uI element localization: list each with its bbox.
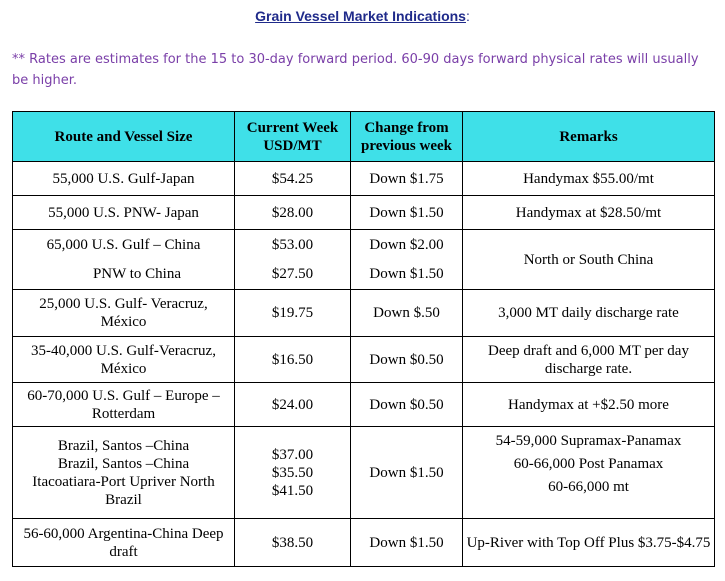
- table-row: [13, 519, 715, 567]
- vessel-rates-table: [12, 111, 715, 567]
- change-cell: Down $0.50: [351, 383, 463, 427]
- table-header-row: [13, 112, 715, 162]
- change-cell: Down $2.00: [351, 230, 463, 260]
- current-cell: [235, 427, 351, 519]
- route-cell: 60-70,000 U.S. Gulf – Europe – Rotterdam: [13, 383, 235, 427]
- page-title: [0, 8, 725, 24]
- current-cell: $24.00: [235, 383, 351, 427]
- current-cell: $27.50: [235, 260, 351, 290]
- current-line: $35.50: [271, 464, 314, 481]
- table-row: [13, 337, 715, 383]
- change-cell: Down $1.50: [351, 196, 463, 230]
- change-cell: Down $0.50: [351, 337, 463, 383]
- change-cell: Down $.50: [351, 290, 463, 337]
- remarks-cell: Deep draft and 6,000 MT per day discharge rate.: [463, 337, 715, 383]
- title-text: Grain Vessel Market Indications: [255, 8, 466, 24]
- route-cell: 55,000 U.S. Gulf-Japan: [13, 162, 235, 196]
- table-row: [13, 196, 715, 230]
- change-cell: Down $1.75: [351, 162, 463, 196]
- route-cell: 55,000 U.S. PNW- Japan: [13, 196, 235, 230]
- route-line: Brazil, Santos –China: [57, 437, 190, 454]
- route-line: Brazil, Santos –China: [57, 455, 190, 472]
- remarks-cell: Handymax at +$2.50 more: [463, 383, 715, 427]
- table-row: [13, 230, 715, 260]
- current-line: $37.00: [271, 446, 314, 463]
- route-line: Itacoatiara-Port Upriver North Brazil: [32, 473, 215, 508]
- table-row: [13, 290, 715, 337]
- current-line: $41.50: [271, 482, 314, 499]
- header-route: Route and Vessel Size: [13, 112, 235, 162]
- route-cell: [13, 427, 235, 519]
- remarks-cell: Handymax at $28.50/mt: [463, 196, 715, 230]
- table-row: [13, 383, 715, 427]
- current-cell: $54.25: [235, 162, 351, 196]
- remarks-line: 60-66,000 Post Panamax: [513, 456, 664, 472]
- route-cell: [13, 260, 235, 290]
- header-current-week: Current Week USD/MT: [235, 112, 351, 162]
- remarks-cell: Up-River with Top Off Plus $3.75-$4.75: [463, 519, 715, 567]
- change-cell: Down $1.50: [351, 260, 463, 290]
- route-sub-label: PNW to China: [92, 266, 181, 283]
- route-cell: 35-40,000 U.S. Gulf-Veracruz, México: [13, 337, 235, 383]
- route-cell: 25,000 U.S. Gulf- Veracruz, México: [13, 290, 235, 337]
- remarks-cell: North or South China: [463, 230, 715, 290]
- remarks-cell: 3,000 MT daily discharge rate: [463, 290, 715, 337]
- table-row: [13, 427, 715, 519]
- remarks-cell: [463, 427, 715, 519]
- header-change: Change from previous week: [351, 112, 463, 162]
- route-cell: 56-60,000 Argentina-China Deep draft: [13, 519, 235, 567]
- remarks-line: 54-59,000 Supramax-Panamax: [495, 433, 682, 449]
- remarks-line: 60-66,000 mt: [548, 479, 629, 495]
- current-cell: $38.50: [235, 519, 351, 567]
- change-cell: Down $1.50: [351, 519, 463, 567]
- change-cell: Down $1.50: [351, 427, 463, 519]
- title-colon: :: [465, 8, 470, 24]
- route-cell: 65,000 U.S. Gulf – China: [13, 230, 235, 260]
- current-cell: $53.00: [235, 230, 351, 260]
- current-cell: $19.75: [235, 290, 351, 337]
- header-remarks: Remarks: [463, 112, 715, 162]
- current-cell: $28.00: [235, 196, 351, 230]
- rates-note: ** Rates are estimates for the 15 to 30-day forward period. 60-90 days forward physical rates will usually be higher.: [12, 52, 699, 88]
- table-row: [13, 162, 715, 196]
- remarks-cell: Handymax $55.00/mt: [463, 162, 715, 196]
- current-cell: $16.50: [235, 337, 351, 383]
